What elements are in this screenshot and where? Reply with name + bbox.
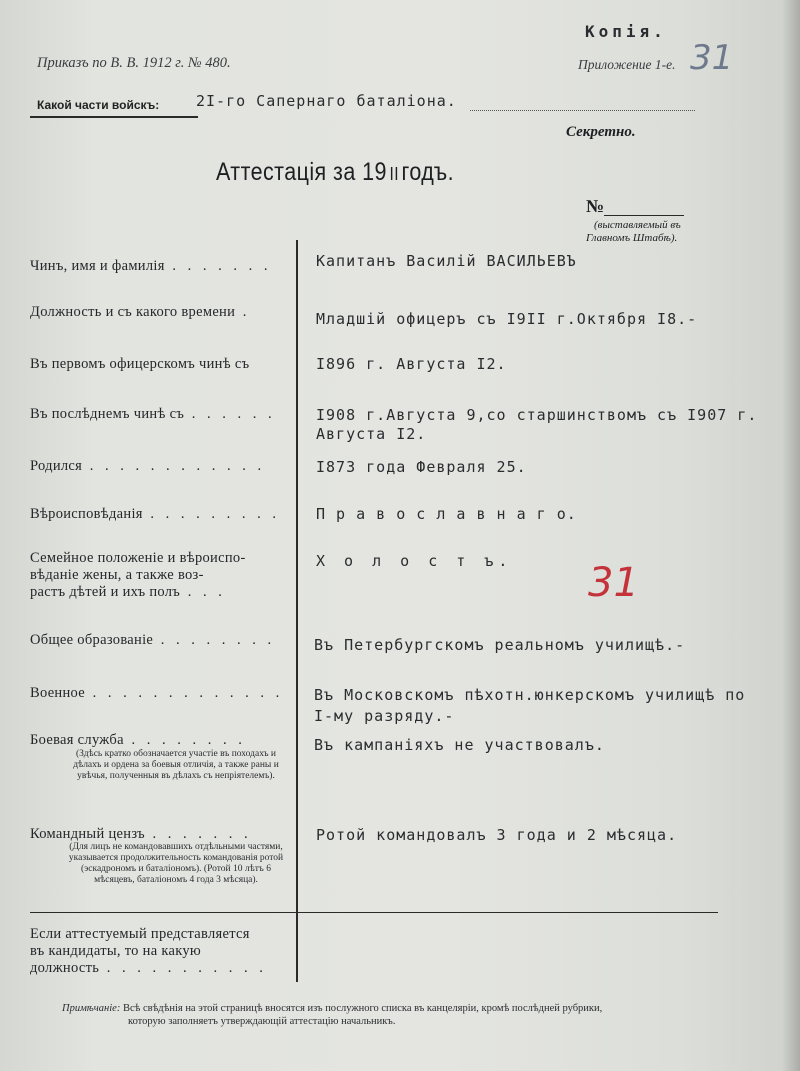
pencil-page-number: 31 [690,38,734,78]
row-candidate-label-2: въ кандидаты, то на какую [30,943,202,959]
row-candidate-label-1: Если аттестуемый представляется [30,926,250,942]
row-military-value-1: Въ Московскомъ пѣхотн.юнкерскомъ училищѣ по [314,686,746,704]
unit-label: Какой части войскъ: [37,98,160,112]
document-title [216,158,454,187]
row-family-label-2: вѣданіе жены, а также воз- [30,567,204,583]
number-note-2: Главномъ Штабѣ). [586,232,678,244]
footnote-line-2: которую заполняетъ утверждающій аттестацію начальникъ. [128,1016,396,1027]
row-last-rank-label: Въ послѣднемъ чинѣ съ . . . . . . [30,406,276,422]
row-command-value: Ротой командовалъ 3 года и 2 мѣсяца. [316,826,678,844]
row-military-value-2: I-му разряду.- [314,707,455,725]
number-sign: № [586,196,605,216]
row-command-note: (Для лицъ не командовавшихъ отдѣльными частями, указывается продолжительность командованія ротой (эскадрономъ и баталіономъ). (Ротой 10 лѣтъ 6 мѣсяцевъ, баталіономъ 4 года 3 мѣсяца). [68,842,284,885]
row-family-label-1: Семейное положеніе и вѣроиспо- [30,550,246,566]
number-line [604,215,684,216]
footnote-prefix: Примѣчаніе: [62,1003,121,1014]
unit-dotted-line [470,110,695,112]
row-rank-value: Капитанъ Василій ВАСИЛЬЕВЪ [316,252,577,270]
row-combat-value: Въ кампаніяхъ не участвовалъ. [314,736,605,754]
secret-label: Секретно. [566,124,636,140]
order-reference: Приказъ по В. В. 1912 г. № 480. [37,55,231,71]
row-combat-label: Боевая служба . . . . . . . . [30,732,246,748]
unit-underline [30,116,198,118]
row-education-label: Общее образованіе . . . . . . . . [30,632,276,648]
row-religion-label: Вѣроисповѣданія . . . . . . . . . [30,506,280,522]
appendix-label: Приложение 1-е. [578,57,676,72]
row-first-rank-label: Въ первомъ офицерскомъ чинѣ съ [30,356,250,372]
unit-value: 2I-го Сапернаго баталіона. [196,92,457,110]
row-military-label: Военное . . . . . . . . . . . . . [30,685,284,701]
row-first-rank-value: I896 г. Августа I2. [316,355,507,373]
page-edge-shadow [782,0,800,1071]
row-family-label-3: растъ дѣтей и ихъ полъ . . . [30,584,226,600]
footnote-line-1 [62,1003,602,1014]
row-combat-note: (Здѣсь кратко обозначается участіе въ походахъ и дѣлахъ и ордена за боевыя отличія, а также раны и увѣчья, полученныя въ дѣлахъ съ непріятелемъ). [73,749,279,781]
row-last-rank-value-1: I908 г.Августа 9,со старшинствомъ съ I907 г. [316,406,758,424]
row-born-value: I873 года Февраля 25. [316,458,527,476]
row-family-value: Х о л о с т ъ. [316,552,513,570]
number-note-1: (выставляемый въ [594,219,681,231]
row-born-label: Родился . . . . . . . . . . . . [30,458,266,474]
table-bottom-rule [30,912,718,913]
row-last-rank-value-2: Августа I2. [316,425,427,443]
column-divider [296,240,298,982]
row-education-value: Въ Петербургскомъ реальномъ училищѣ.- [314,636,686,654]
red-ink-number: 31 [588,560,639,606]
title-year: II [389,164,399,184]
row-command-label: Командный цензъ . . . . . . . [30,826,252,842]
row-position-value: Младшій офицеръ съ I9II г.Октября I8.- [316,310,698,328]
row-position-label: Должность и съ какого времени . [30,304,251,320]
row-candidate-label-3: должность . . . . . . . . . . . [30,960,267,976]
copy-stamp: Копія. [585,22,667,41]
row-rank-label: Чинъ, имя и фамилія . . . . . . . [30,258,272,274]
title-prefix: Аттестація за 19 [216,158,387,186]
row-religion-value: П р а в о с л а в н а г о. [316,505,577,523]
footnote-text-1: Всѣ свѣдѣнія на этой страницѣ вносятся изъ послужного списка въ канцеляріи, кромѣ послѣдней рубрики, [122,1003,603,1014]
title-suffix: годъ. [401,158,455,186]
